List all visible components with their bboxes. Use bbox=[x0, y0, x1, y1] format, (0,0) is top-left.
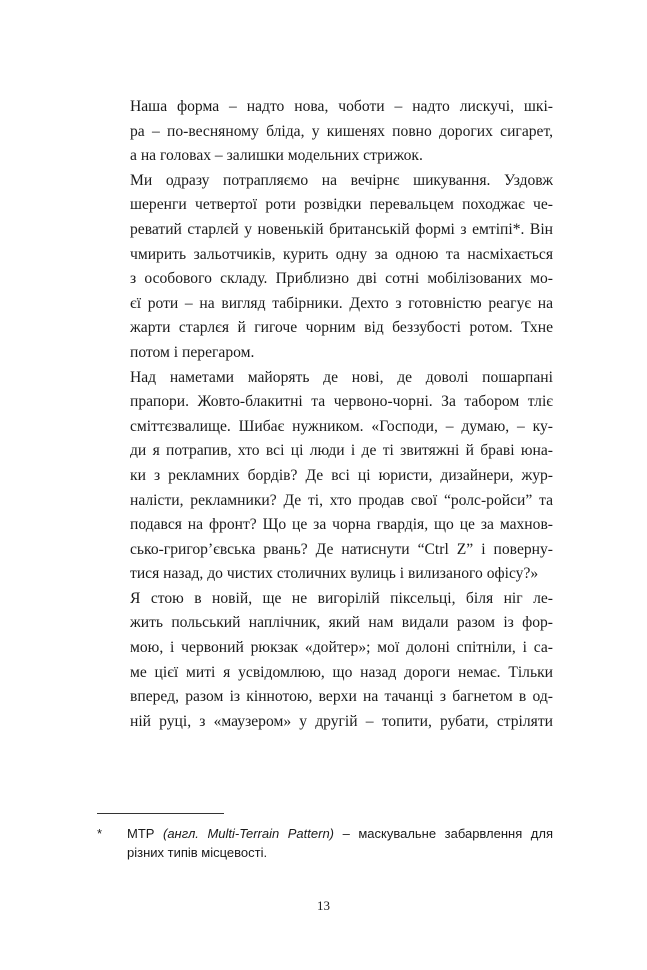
text-line: Ми одразу потрапляємо на вечірнє шикування. Уздовж bbox=[130, 171, 553, 189]
footnote-text bbox=[127, 824, 553, 862]
text-line: з особового складу. Приблизно дві сотні мобілізованих мо- bbox=[130, 270, 553, 288]
text-line: єї роти – на вигляд табірники. Дехто з готовністю реагує на bbox=[130, 294, 553, 312]
paragraph-1 bbox=[97, 95, 553, 169]
footnote-divider bbox=[97, 813, 224, 814]
text-line: ра – по-весняному бліда, у кишенях повно дорогих сигарет, bbox=[130, 122, 553, 140]
text-line: Над наметами майорять де нові, де доволі пошарпані bbox=[130, 368, 553, 386]
text-line: ки з рекламних бордів? Де всі ці юристи, дизайнери, жур- bbox=[130, 466, 553, 484]
footnote-mark: * bbox=[97, 826, 103, 841]
text-line: ній руці, з «маузером» у другій – топити, рубати, стріляти bbox=[130, 712, 553, 730]
text-line: Наша форма – надто нова, чоботи – надто лискучі, шкі- bbox=[130, 98, 553, 115]
text-line: ме цієї миті я усвідомлюю, що назад дороги немає. Тільки bbox=[130, 663, 553, 681]
text-line: Я стою в новій, ще не вигорілій піксельці, біля ніг ле- bbox=[130, 589, 553, 607]
text-line: жить польський наплічник, який нам видали разом із фор- bbox=[130, 614, 553, 632]
text-line: прапори. Жовто-блакитні та червоно-чорні. За табором тліє bbox=[130, 393, 553, 411]
text-line: подався на фронт? Що це за чорна гвардія, що це за махнов- bbox=[130, 516, 553, 534]
text-line: шеренги четвертої роти розвідки перевальцем походжає че- bbox=[130, 196, 553, 214]
text-line: налісти, рекламники? Де ті, хто продав свої “ролс-ройси” та bbox=[130, 491, 553, 509]
paragraph-2 bbox=[97, 169, 553, 366]
footnote-rest: – маскувальне забарвлення для bbox=[342, 826, 553, 841]
text-line: тися назад, до чистих столичних вулиць і вилизаного офісу?» bbox=[130, 565, 539, 583]
footnote bbox=[97, 824, 553, 862]
text-line: ди я потрапив, хто всі ці люди і де ті звитяжні й браві юна- bbox=[130, 442, 553, 460]
paragraph-4 bbox=[97, 587, 553, 735]
text-line: вперед, разом із кіннотою, верхи на тачанці з багнетом в од- bbox=[130, 688, 553, 706]
footnote-abbr: МТР bbox=[127, 826, 155, 841]
text-line: чмирить зальотчиків, курить одну за одною та насміхається bbox=[130, 245, 553, 263]
footnote-line: різних типів місцевості. bbox=[127, 845, 268, 860]
body-text bbox=[97, 95, 553, 734]
text-line: сько-григор’євська рвань? Де натиснути “Ctrl Z” і поверну- bbox=[130, 540, 553, 558]
text-line: потом і перегаром. bbox=[130, 343, 255, 361]
text-line: жарти старлєя й гигоче чорним від беззубості ротом. Тхне bbox=[130, 319, 553, 337]
paragraph-3 bbox=[97, 366, 553, 587]
text-line: мою, і червоний рюкзак «дойтер»; мої долоні спітніли, і са- bbox=[130, 639, 553, 657]
text-line: а на головах – залишки модельних стрижок. bbox=[130, 147, 423, 165]
text-line: реватий старлєй у новенькій британській формі з емтіпі*. Він bbox=[130, 220, 553, 238]
text-line: сміттєзвалище. Шибає нужником. «Господи, – думаю, – ку- bbox=[130, 417, 553, 435]
footnote-line bbox=[127, 824, 553, 843]
footnote-gloss: (англ. Multi-Terrain Pattern) bbox=[163, 826, 335, 841]
page-number: 13 bbox=[317, 898, 330, 913]
